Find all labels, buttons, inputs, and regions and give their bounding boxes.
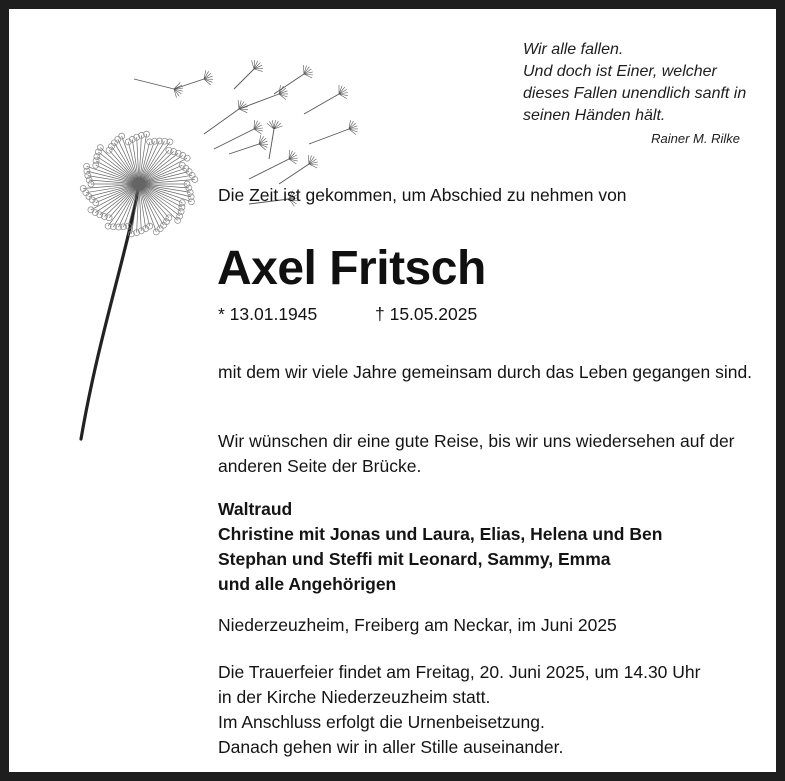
funeral-line: in der Kirche Niederzeuzheim statt. (218, 687, 491, 707)
poem-line: Wir alle fallen. (523, 41, 624, 58)
family-member: Christine mit Jonas und Laura, Elias, Helena und Ben (218, 524, 663, 544)
paragraph-life: mit dem wir viele Jahre gemeinsam durch das Leben gegangen sind. (218, 362, 753, 382)
family-member: und alle Angehörigen (218, 574, 397, 594)
place-date: Niederzeuzheim, Freiberg am Neckar, im Juni 2025 (218, 615, 617, 635)
poem-quote (523, 39, 773, 127)
deceased-name: Axel Fritsch (217, 242, 486, 295)
family-member: Waltraud (218, 499, 293, 519)
birth-date: * 13.01.1945 (218, 304, 318, 324)
funeral-info (218, 660, 700, 760)
family-member: Stephan und Steffi mit Leonard, Sammy, Emma (218, 549, 611, 569)
death-date: † 15.05.2025 (375, 304, 478, 324)
poem-author: Rainer M. Rilke (651, 131, 740, 146)
funeral-line: Danach gehen wir in aller Stille auseinander. (218, 737, 564, 757)
intro-text: Die Zeit ist gekommen, um Abschied zu nehmen von (218, 185, 627, 205)
poem-line: seinen Händen hält. (523, 107, 666, 124)
family-list (218, 497, 662, 597)
poem-line: dieses Fallen unendlich sanft in (523, 85, 747, 102)
poem-line: Und doch ist Einer, welcher (523, 63, 717, 80)
paragraph-farewell: Wir wünschen dir eine gute Reise, bis wir uns wiedersehen auf der anderen Seite der Brücke. (218, 431, 735, 476)
funeral-line: Im Anschluss erfolgt die Urnenbeisetzung. (218, 712, 545, 732)
funeral-line: Die Trauerfeier findet am Freitag, 20. Juni 2025, um 14.30 Uhr (218, 662, 701, 682)
